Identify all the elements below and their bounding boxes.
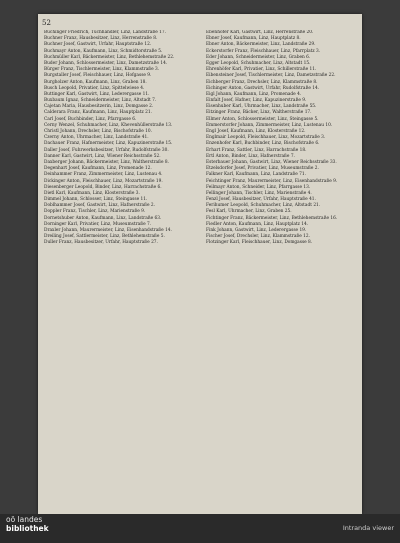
left-column bbox=[44, 30, 192, 506]
logo-line-2: bibliothek bbox=[6, 523, 49, 533]
directory-entry: Eichberger Franz, Drechsler, Linz, Klammstraße 8. bbox=[206, 79, 318, 85]
directory-entry: Cajetan Maria, Hausbesitzerin, Linz, Domgasse 2. bbox=[44, 104, 154, 110]
directory-entry: Einfalt Josef, Hafner, Linz, Kapuzinerstraße 9. bbox=[206, 98, 307, 104]
page-number: 52 bbox=[42, 19, 51, 27]
directory-entry: Ertl Anton, Binder, Linz, Hafnerstraße 7. bbox=[206, 153, 295, 159]
directory-entry: Christl Johann, Drechsler, Linz, Bischofstraße 10. bbox=[44, 129, 152, 134]
library-logo bbox=[6, 516, 49, 533]
directory-entry: Ebner Anton, Bäckermeister, Linz, Landstraße 29. bbox=[206, 42, 316, 48]
directory-entry: Degenhart Josef, Kaufmann, Linz, Promenade 12. bbox=[44, 166, 152, 172]
directory-entry: Flotzinger Karl, Fleischhauer, Linz, Domgasse 8. bbox=[206, 240, 313, 246]
directory-entry: Dreiling Josef, Sattlermeister, Linz, Bethlehemstraße 5. bbox=[44, 234, 165, 240]
document-page bbox=[38, 14, 362, 514]
directory-entry: Fenzl Josef, Hausbesitzer, Urfahr, Hauptstraße 41. bbox=[206, 197, 316, 203]
directory-entry: Esterbauer Johann, Gastwirt, Linz, Wiener Reichsstraße 33. bbox=[206, 159, 337, 165]
directory-entry: Diesenberger Leopold, Binder, Linz, Harrachstraße 6. bbox=[44, 184, 162, 190]
directory-entry: Ebenhofer Karl, Gastwirt, Linz, Herrenstraße 20. bbox=[206, 30, 314, 35]
directory-entry: Buchmayr Anton, Kaufmann, Linz, Schmidtorstraße 5. bbox=[44, 48, 163, 54]
directory-entry: Carl Josef, Buchbinder, Linz, Pfarrgasse 6. bbox=[44, 116, 137, 122]
directory-entry: Dickinger Anton, Fleischhauer, Linz, Mozartstraße 19. bbox=[44, 178, 163, 184]
directory-entry: Burgholzer Anton, Kaufmann, Linz, Graben 18. bbox=[44, 79, 147, 85]
directory-entry: Burgstaller Josef, Fleischhauer, Linz, Hofgasse 9. bbox=[44, 73, 152, 79]
directory-entry: Engl Josef, Kaufmann, Linz, Klosterstraße 12. bbox=[206, 129, 306, 134]
logo-line-1: oö landes bbox=[6, 515, 43, 524]
directory-entry: Fink Johann, Gastwirt, Linz, Lederergasse 19. bbox=[206, 228, 307, 233]
directory-entry: Eibensteiner Josef, Tischlermeister, Linz, Dametzstraße 22. bbox=[206, 73, 336, 79]
directory-entry: Buchner Josef, Gastwirt, Urfahr, Hauptstraße 12. bbox=[44, 42, 152, 48]
directory-entry: Calderara Franz, Kaufmann, Linz, Hauptplatz 21. bbox=[44, 110, 152, 116]
directory-entry: Fischer Josef, Drechsler, Linz, Klammstraße 12. bbox=[206, 234, 311, 240]
directory-entry: Etzelsdorfer Josef, Privatier, Linz, Museumstraße 2. bbox=[206, 166, 319, 172]
directory-entry: Daxberger Johann, Bäckermeister, Linz, Waltherstraße 8. bbox=[44, 159, 169, 165]
directory-entry: Dietl Karl, Kaufmann, Linz, Klosterstraße 3. bbox=[44, 190, 140, 196]
directory-entry: Buchmüller Karl, Bäckermeister, Linz, Bethlehemstraße 22. bbox=[44, 54, 175, 60]
directory-entry: Ellmer Anton, Schlossermeister, Linz, Steingasse 5. bbox=[206, 116, 319, 122]
directory-entry: Buder Johann, Schlossermeister, Linz, Dametzstraße 14. bbox=[44, 60, 168, 66]
directory-entry: Ebner Josef, Kaufmann, Linz, Hauptplatz 8. bbox=[206, 36, 301, 42]
directory-entry: Falkner Karl, Kaufmann, Linz, Landstraße 71. bbox=[206, 172, 307, 178]
directory-entry: Egger Leopold, Schuhmacher, Linz, Altstadt 15. bbox=[206, 60, 311, 66]
directory-entry: Feichtinger Franz, Maurermeister, Linz, Eisenhandstraße 9. bbox=[206, 178, 338, 184]
directory-entry: Englmair Leopold, Fleischhauer, Linz, Mozartstraße 3. bbox=[206, 135, 326, 141]
directory-entry: Ferihumer Leopold, Schuhmacher, Linz, Altstadt 21. bbox=[206, 203, 321, 209]
directory-entry: Eitzinger Franz, Bäcker, Linz, Waltherstraße 17. bbox=[206, 110, 312, 116]
directory-entry: Deinhammer Franz, Zimmermeister, Linz, Lustenau 4. bbox=[44, 172, 163, 178]
directory-entry: Buchinger Friedrich, Tuchhändler, Linz, Landstraße 17. bbox=[44, 30, 166, 35]
directory-entry: Dornetshuber Anton, Kaufmann, Linz, Landstraße 63. bbox=[44, 215, 162, 221]
directory-entry: Fichtinger Franz, Bäckermeister, Linz, Bethlehemstraße 16. bbox=[206, 215, 338, 221]
directory-entry: Eichinger Anton, Gastwirt, Urfahr, Rudolfstraße 14. bbox=[206, 85, 320, 91]
directory-entry: Buxbaum Ignaz, Schneidermeister, Linz, Altstadt 7. bbox=[44, 98, 157, 104]
directory-entry: Buchner Franz, Hausbesitzer, Linz, Herrenstraße 8. bbox=[44, 36, 158, 42]
directory-entry: Eigl Johann, Kaufmann, Linz, Promenade 4. bbox=[206, 91, 302, 97]
directory-entry: Eckerstorfer Franz, Fleischhauer, Linz, Pfarrplatz 3. bbox=[206, 48, 321, 54]
directory-entry: Cerny Wenzel, Schuhmacher, Linz, Khevenhüllerstraße 13. bbox=[44, 122, 173, 128]
directory-entry: Eder Johann, Schneidermeister, Linz, Graben 6. bbox=[206, 54, 311, 60]
directory-entry: Fiedler Anton, Kaufmann, Linz, Hauptplatz 14. bbox=[206, 221, 309, 227]
directory-entry: Dachauer Franz, Hafnermeister, Linz, Kapuzinerstraße 15. bbox=[44, 141, 173, 147]
directory-entry: Doppler Franz, Tischler, Linz, Marienstraße 9. bbox=[44, 209, 146, 215]
directory-entry: Doblhammer Josef, Gastwirt, Linz, Hafnerstraße 2. bbox=[44, 203, 155, 209]
directory-entry: Fellinger Johann, Tischler, Linz, Marienstraße 4. bbox=[206, 190, 312, 196]
directory-entry: Dimmel Johann, Schlosser, Linz, Steingasse 11. bbox=[44, 197, 148, 203]
directory-entry: Danner Karl, Gastwirt, Linz, Wiener Reichsstraße 52. bbox=[44, 153, 161, 159]
right-column bbox=[206, 30, 354, 506]
viewer-brand-label: Intranda viewer bbox=[342, 524, 394, 532]
directory-entry: Ehrenhöfer Karl, Privatier, Linz, Schillerstraße 11. bbox=[206, 67, 317, 73]
viewer-footer bbox=[0, 514, 400, 543]
directory-entry: Emmerstorfer Johann, Zimmermeister, Linz, Lustenau 10. bbox=[206, 122, 333, 128]
directory-entry: Busch Leopold, Privatier, Linz, Spittelwiese 4. bbox=[44, 85, 145, 91]
directory-entry: Dorninger Karl, Privatier, Linz, Museumstraße 7. bbox=[44, 221, 152, 227]
directory-entry: Enzenhofer Karl, Buchbinder, Linz, Bischofstraße 6. bbox=[206, 141, 320, 147]
directory-entry: Erhart Franz, Sattler, Linz, Harrachstraße 18. bbox=[206, 147, 307, 153]
directory-entry: Feilmayr Anton, Schneider, Linz, Pfarrgasse 13. bbox=[206, 184, 311, 190]
directory-entry: Buttinger Karl, Gastwirt, Linz, Lederergasse 11. bbox=[44, 91, 150, 97]
directory-entry: Fesl Karl, Uhrmacher, Linz, Graben 25. bbox=[206, 209, 292, 215]
directory-entry: Draxler Johann, Maurermeister, Linz, Eisenhandstraße 14. bbox=[44, 228, 172, 233]
directory-entry: Duller Franz, Hausbesitzer, Urfahr, Hauptstraße 27. bbox=[44, 240, 158, 246]
directory-entry: Czerny Anton, Uhrmacher, Linz, Landstraße 41. bbox=[44, 135, 149, 141]
directory-entry: Eisenhuber Karl, Uhrmacher, Linz, Landstraße 55. bbox=[206, 104, 317, 110]
directory-entry: Bürger Franz, Tischlermeister, Linz, Klammstraße 3. bbox=[44, 67, 160, 73]
directory-entry: Daller Josef, Fuhrwerksbesitzer, Urfahr, Rudolfstraße 30. bbox=[44, 147, 169, 153]
